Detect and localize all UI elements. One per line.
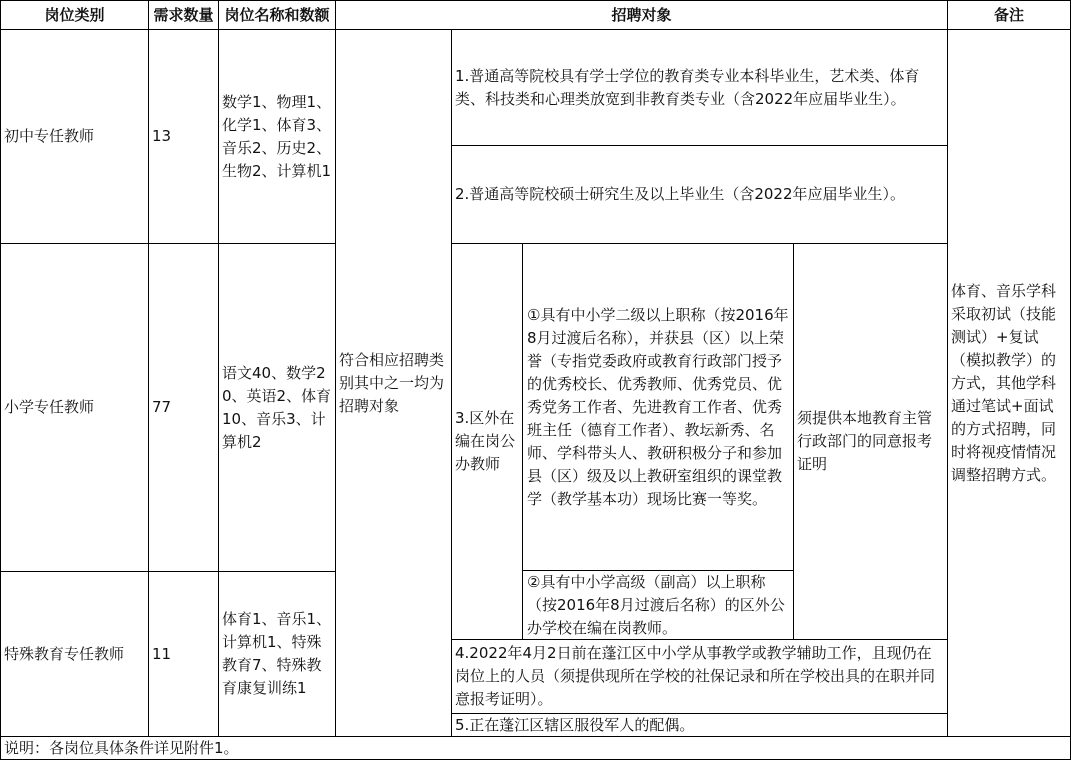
target-item-3-requirement: [793, 243, 948, 640]
target-item-5: [451, 713, 948, 737]
target-item-3-sub2: [522, 570, 794, 640]
target-item-3-label: [451, 243, 523, 640]
target-item-2: [451, 145, 948, 244]
remarks-text: 体育、音乐学科采取初试（技能测试）+复试（模拟教学）的方式，其他学科通过笔试+面试的方式招聘，同时将视疫情情况调整招聘方式。: [951, 281, 1057, 484]
row-junior-count: [148, 29, 219, 244]
row-primary-count: [148, 243, 219, 572]
row-special-category: [0, 571, 149, 737]
target-item-4: [451, 639, 948, 714]
target-item-1: [451, 29, 948, 146]
merged-note-cell: [335, 29, 452, 737]
row-primary-count-text: 77: [152, 398, 172, 416]
remarks-cell: [947, 29, 1071, 737]
target-item-5-text: 5.正在蓬江区辖区服役军人的配偶。: [455, 715, 695, 734]
target-item-3-sub2-text: ②具有中小学高级（副高）以上职称（按2016年8月过渡后名称）的区外公办学校在编在岗教师。: [527, 572, 785, 637]
header-positions-label: 岗位名称和数额: [224, 5, 330, 24]
header-remarks-label: 备注: [993, 5, 1024, 24]
target-item-3-sub1-text: ①具有中小学二级以上职称（按2016年8月过渡后名称），并获县（区）以上荣誉（专指党委政府或教育行政部门授予的优秀校长、优秀教师、优秀党员、优秀党务工作者、先进教育工作者、优秀班主任（德育工作者）、教坛新秀、名师、学科带头人、教研积极分子和参加县（区）级及以上教研室组织的课堂教学（教学基本功）现场比赛一等奖。: [527, 305, 789, 508]
header-count-label: 需求数量: [153, 5, 214, 24]
target-item-2-text: 2.普通高等院校硕士研究生及以上毕业生（含2022年应届毕业生）。: [455, 185, 905, 203]
target-item-3-requirement-text: 须提供本地教育主管行政部门的同意报考证明: [797, 409, 933, 473]
row-primary-category-text: 小学专任教师: [4, 398, 95, 416]
row-junior-category-text: 初中专任教师: [4, 127, 95, 145]
target-item-1-text: 1.普通高等院校具有学士学位的教育类专业本科毕业生，艺术类、体育类、科技类和心理类放宽到非教育类专业（含2022年应届毕业生）。: [455, 66, 920, 108]
row-junior-category: [0, 29, 149, 244]
header-remarks: [947, 0, 1071, 30]
row-special-count-text: 11: [152, 644, 172, 663]
header-positions: [218, 0, 336, 30]
target-item-3-sub1: [522, 243, 794, 571]
row-special-count: [148, 571, 219, 737]
header-targets: [335, 0, 948, 30]
header-targets-label: 招聘对象: [611, 5, 672, 24]
row-junior-positions-text: 数学1、物理1、化学1、体育3、音乐2、历史2、生物2、计算机1: [222, 92, 332, 180]
target-item-3-label-text: 3.区外在编在岗公办教师: [455, 409, 516, 473]
header-count: [148, 0, 219, 30]
merged-note-text: 符合相应招聘类别其中之一均为招聘对象: [339, 350, 445, 415]
row-primary-positions-text: 语文40、数学20、英语2、体育10、音乐3、计算机2: [222, 363, 332, 451]
row-primary-positions: [218, 243, 336, 572]
footnote-text: 说明：各岗位具体条件详见附件1。: [4, 738, 239, 757]
row-special-positions: [218, 571, 336, 737]
target-item-4-text: 4.2022年4月2日前在蓬江区中小学从事教学或教学辅助工作，且现仍在岗位上的人员（须提供现所在学校的社保记录和所在学校出具的在职并同意报考证明）。: [455, 644, 936, 708]
row-junior-count-text: 13: [152, 127, 172, 145]
row-junior-positions: [218, 29, 336, 244]
footnote-row: [0, 736, 1071, 760]
row-special-positions-text: 体育1、音乐1、计算机1、特殊教育7、特殊教育康复训练1: [222, 610, 332, 697]
header-category: [0, 0, 149, 30]
row-special-category-text: 特殊教育专任教师: [4, 644, 125, 663]
header-category-label: 岗位类别: [44, 5, 105, 24]
row-primary-category: [0, 243, 149, 572]
